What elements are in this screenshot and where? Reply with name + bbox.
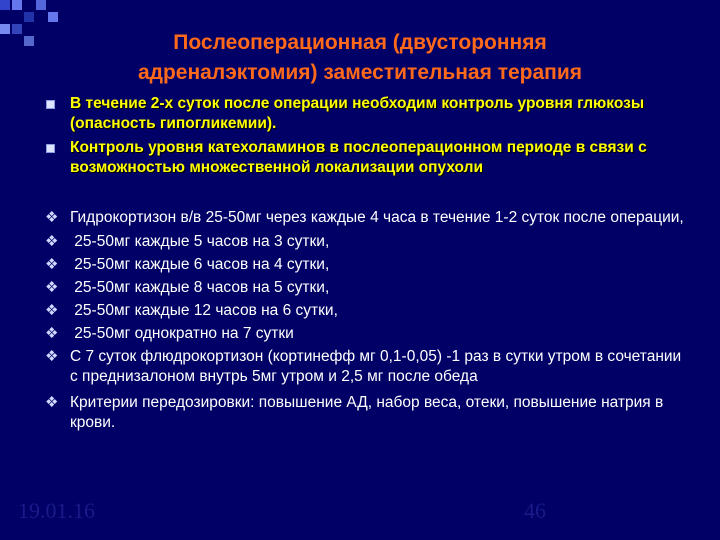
dosage-text: 25-50мг каждые 6 часов на 4 сутки, — [70, 256, 330, 273]
dosage-text: 25-50мг однократно на 7 сутки — [70, 325, 294, 342]
dosage-item — [44, 208, 684, 228]
diamond-bullet-icon: ❖ — [45, 233, 59, 250]
diamond-bullet-icon: ❖ — [45, 209, 59, 226]
title-line-1: Послеоперационная (двусторонняя — [173, 31, 547, 54]
slide-title — [60, 28, 660, 88]
slide-date: 19.01.16 — [18, 498, 95, 523]
highlight-text: Контроль уровня катехоламинов в послеоперационном периоде в связи с возможностью множественной локализации опухоли — [70, 139, 647, 176]
highlight-text: В течение 2-х суток после операции необходим контроль уровня глюкозы (опасность гипогликемии). — [70, 95, 645, 132]
dosage-item — [44, 232, 684, 252]
dosage-text: 25-50мг каждые 5 часов на 3 сутки, — [70, 233, 330, 250]
dosage-text: 25-50мг каждые 8 часов на 5 сутки, — [70, 279, 330, 296]
dosage-text: Критерии передозировки: повышение АД, набор веса, отеки, повышение натрия в крови. — [70, 394, 664, 431]
dosage-text: С 7 суток флюдрокортизон (кортинефф мг 0,1-0,05) -1 раз в сутки утром в сочетании с преднизалоном внутрь 5мг утром и 2,5 мг после обеда — [70, 348, 682, 385]
square-bullet-icon — [46, 100, 55, 109]
slide-body — [44, 94, 684, 433]
dosage-item — [44, 324, 684, 344]
dosage-text: 25-50мг каждые 12 часов на 6 сутки, — [70, 302, 338, 319]
dosage-item — [44, 393, 684, 433]
diamond-bullet-icon: ❖ — [45, 348, 59, 365]
corner-decoration — [0, 0, 60, 50]
title-line-2: адреналэктомия) заместительная терапия — [137, 61, 583, 84]
diamond-bullet-icon: ❖ — [45, 394, 59, 411]
diamond-bullet-icon: ❖ — [45, 279, 59, 296]
diamond-bullet-icon: ❖ — [45, 325, 59, 342]
dosage-item — [44, 278, 684, 298]
highlight-item — [44, 138, 684, 178]
dosage-text: Гидрокортизон в/в 25-50мг через каждые 4 часа в течение 1-2 суток после операции, — [70, 209, 684, 226]
dosage-item — [44, 301, 684, 321]
highlight-item — [44, 94, 684, 134]
dosage-item — [44, 347, 684, 387]
slide-number: 46 — [524, 498, 546, 523]
diamond-bullet-icon: ❖ — [45, 302, 59, 319]
dosage-item — [44, 255, 684, 275]
diamond-bullet-icon: ❖ — [45, 256, 59, 273]
square-bullet-icon — [46, 144, 55, 153]
